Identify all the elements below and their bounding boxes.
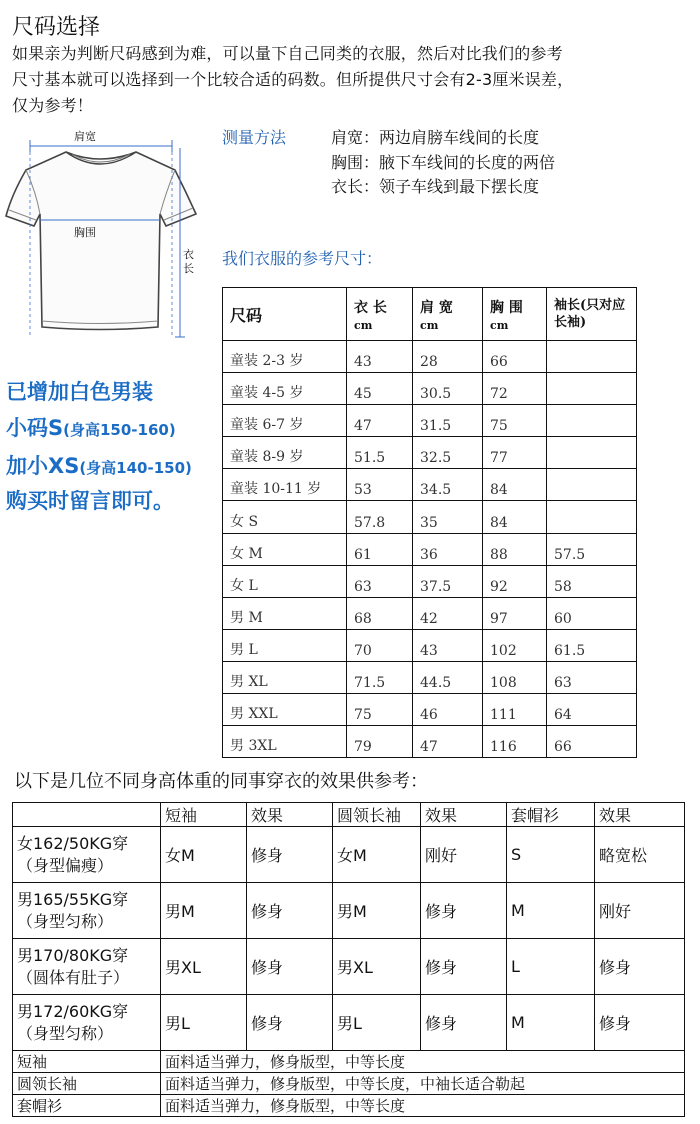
length-cell: 71.5 xyxy=(347,661,413,693)
person-stats: 男165/55KG穿 xyxy=(17,889,129,909)
length-label-bottom: 长 xyxy=(183,262,194,275)
fit-row xyxy=(13,939,685,995)
size-cell: 男 3XL xyxy=(223,726,347,758)
size-row xyxy=(223,373,637,405)
fit-note-row xyxy=(13,1073,685,1095)
header-sleeve: 袖长(只对应长袖) xyxy=(547,288,637,341)
length-cell: 45 xyxy=(347,373,413,405)
length-cell: 63 xyxy=(347,565,413,597)
fit-size-cell: 男M xyxy=(333,883,421,939)
shoulder-cell: 30.5 xyxy=(413,373,483,405)
intro-line-1: 如果亲为判断尺码感到为难，可以量下自己同类的衣服，然后对比我们的参考 xyxy=(12,44,563,63)
fit-header-cell: 效果 xyxy=(421,803,507,827)
size-row xyxy=(223,565,637,597)
header-chest: 胸 围 cm xyxy=(483,288,547,341)
chest-cell: 111 xyxy=(483,694,547,726)
size-cell: 童装 4-5 岁 xyxy=(223,373,347,405)
size-row xyxy=(223,661,637,693)
fit-table xyxy=(12,802,685,1117)
fit-note-row xyxy=(13,1051,685,1073)
fit-effect-cell: 修身 xyxy=(421,939,507,995)
size-cell: 童装 6-7 岁 xyxy=(223,405,347,437)
person-body-shape: （身型匀称） xyxy=(17,911,114,931)
chest-cell: 77 xyxy=(483,437,547,469)
length-cell: 70 xyxy=(347,629,413,661)
size-cell: 女 L xyxy=(223,565,347,597)
size-row xyxy=(223,694,637,726)
intro-line-2: 尺寸基本就可以选择到一个比较合适的码数。但所提供尺寸会有2-3厘米误差， xyxy=(12,70,574,89)
size-row xyxy=(223,469,637,501)
size-row xyxy=(223,726,637,758)
header-size: 尺码 xyxy=(223,288,347,341)
length-cell: 57.8 xyxy=(347,501,413,533)
fit-size-cell: 男L xyxy=(161,995,247,1051)
promo-line-1: 已增加白色男装 xyxy=(6,380,153,404)
person-stats: 女162/50KG穿 xyxy=(17,833,129,853)
size-row xyxy=(223,597,637,629)
shoulder-cell: 31.5 xyxy=(413,405,483,437)
promo-height-s: (身高150-160) xyxy=(63,421,176,439)
fit-size-cell: S xyxy=(507,827,595,883)
fit-effect-cell: 刚好 xyxy=(421,827,507,883)
intro-line-3: 仅为参考！ xyxy=(12,96,94,115)
size-row xyxy=(223,629,637,661)
chest-cell: 72 xyxy=(483,373,547,405)
fit-size-cell: L xyxy=(507,939,595,995)
fit-effect-cell: 修身 xyxy=(421,995,507,1051)
measurement-length: 衣长：领子车线到最下摆长度 xyxy=(331,177,540,196)
sleeve-cell xyxy=(547,501,637,533)
person-cell xyxy=(13,883,161,939)
fit-size-cell: 男L xyxy=(333,995,421,1051)
shoulder-cell: 28 xyxy=(413,341,483,373)
person-cell xyxy=(13,827,161,883)
fit-note-row xyxy=(13,1095,685,1117)
length-cell: 47 xyxy=(347,405,413,437)
fit-size-cell: M xyxy=(507,883,595,939)
person-body-shape: （圆体有肚子） xyxy=(17,967,130,987)
size-table-header xyxy=(223,288,637,341)
sleeve-cell xyxy=(547,405,637,437)
fit-effect-cell: 刚好 xyxy=(595,883,685,939)
header-length: 衣 长 cm xyxy=(347,288,413,341)
length-cell: 51.5 xyxy=(347,437,413,469)
fit-size-cell: 男XL xyxy=(333,939,421,995)
person-stats: 男170/80KG穿 xyxy=(17,945,129,965)
shoulder-cell: 47 xyxy=(413,726,483,758)
measurement-shoulder: 肩宽：两边肩膀车线间的长度 xyxy=(331,128,540,147)
sleeve-cell: 63 xyxy=(547,661,637,693)
shoulder-cell: 43 xyxy=(413,629,483,661)
tshirt-diagram xyxy=(0,122,205,352)
sleeve-cell: 58 xyxy=(547,565,637,597)
length-cell: 43 xyxy=(347,341,413,373)
chest-cell: 75 xyxy=(483,405,547,437)
person-body-shape: （身型偏瘦） xyxy=(17,855,114,875)
size-cell: 男 M xyxy=(223,597,347,629)
chest-cell: 108 xyxy=(483,661,547,693)
fit-header-cell xyxy=(13,803,161,827)
promo-line-2 xyxy=(6,412,176,442)
sleeve-cell xyxy=(547,469,637,501)
shoulder-cell: 35 xyxy=(413,501,483,533)
size-cell: 童装 2-3 岁 xyxy=(223,341,347,373)
shoulder-cell: 36 xyxy=(413,533,483,565)
fit-effect-cell: 略宽松 xyxy=(595,827,685,883)
sleeve-cell: 64 xyxy=(547,694,637,726)
note-label: 套帽衫 xyxy=(13,1095,161,1117)
chest-cell: 88 xyxy=(483,533,547,565)
note-label: 圆领长袖 xyxy=(13,1073,161,1095)
fit-effect-cell: 修身 xyxy=(247,883,333,939)
promo-height-xs: (身高140-150) xyxy=(79,459,192,477)
fit-header-cell: 圆领长袖 xyxy=(333,803,421,827)
chest-cell: 66 xyxy=(483,341,547,373)
shoulder-label: 肩宽 xyxy=(74,130,96,143)
size-cell: 女 M xyxy=(223,533,347,565)
size-row xyxy=(223,501,637,533)
sleeve-cell: 57.5 xyxy=(547,533,637,565)
fit-size-cell: 女M xyxy=(161,827,247,883)
promo-size-s: 小码S xyxy=(6,416,64,440)
header-shoulder: 肩 宽 cm xyxy=(413,288,483,341)
sleeve-cell xyxy=(547,373,637,405)
length-cell: 53 xyxy=(347,469,413,501)
fit-header-cell: 套帽衫 xyxy=(507,803,595,827)
fit-header-cell: 短袖 xyxy=(161,803,247,827)
fit-effect-cell: 修身 xyxy=(247,827,333,883)
promo-line-3 xyxy=(6,450,192,480)
person-stats: 男172/60KG穿 xyxy=(17,1001,129,1021)
shoulder-cell: 42 xyxy=(413,597,483,629)
shoulder-cell: 34.5 xyxy=(413,469,483,501)
note-text: 面料适当弹力，修身版型，中等长度 xyxy=(161,1051,685,1073)
sleeve-cell: 60 xyxy=(547,597,637,629)
length-cell: 68 xyxy=(347,597,413,629)
person-cell xyxy=(13,939,161,995)
fit-header-cell: 效果 xyxy=(595,803,685,827)
promo-size-xs: 加小XS xyxy=(6,454,80,478)
fit-row xyxy=(13,995,685,1051)
sleeve-cell xyxy=(547,437,637,469)
shoulder-cell: 37.5 xyxy=(413,565,483,597)
size-cell: 男 XL xyxy=(223,661,347,693)
size-row xyxy=(223,405,637,437)
chest-cell: 84 xyxy=(483,469,547,501)
sleeve-cell xyxy=(547,341,637,373)
measurement-chest: 胸围：腋下车线间的长度的两倍 xyxy=(331,153,556,172)
length-cell: 79 xyxy=(347,726,413,758)
sleeve-cell: 61.5 xyxy=(547,629,637,661)
person-cell xyxy=(13,995,161,1051)
chest-cell: 84 xyxy=(483,501,547,533)
tshirt-illustration xyxy=(0,122,205,352)
size-cell: 女 S xyxy=(223,501,347,533)
fit-row xyxy=(13,883,685,939)
shoulder-cell: 46 xyxy=(413,694,483,726)
fit-size-cell: M xyxy=(507,995,595,1051)
fit-effect-cell: 修身 xyxy=(247,939,333,995)
chest-cell: 102 xyxy=(483,629,547,661)
fit-size-cell: 女M xyxy=(333,827,421,883)
shoulder-cell: 32.5 xyxy=(413,437,483,469)
length-cell: 75 xyxy=(347,694,413,726)
size-cell: 男 XXL xyxy=(223,694,347,726)
size-row xyxy=(223,341,637,373)
chest-label: 胸围 xyxy=(74,226,96,239)
length-label-top: 衣 xyxy=(183,248,194,261)
size-row xyxy=(223,533,637,565)
size-cell: 男 L xyxy=(223,629,347,661)
fit-intro: 以下是几位不同身高体重的同事穿衣的效果供参考： xyxy=(14,771,428,792)
fit-header-cell: 效果 xyxy=(247,803,333,827)
fit-effect-cell: 修身 xyxy=(421,883,507,939)
note-text: 面料适当弹力，修身版型，中等长度，中袖长适合勒起 xyxy=(161,1073,685,1095)
fit-effect-cell: 修身 xyxy=(247,995,333,1051)
chest-cell: 92 xyxy=(483,565,547,597)
page-title: 尺码选择 xyxy=(12,15,101,40)
person-body-shape: （身型匀称） xyxy=(17,1023,114,1043)
promo-line-4: 购买时留言即可。 xyxy=(6,489,174,513)
fit-effect-cell: 修身 xyxy=(595,939,685,995)
fit-size-cell: 男M xyxy=(161,883,247,939)
chest-cell: 97 xyxy=(483,597,547,629)
size-row xyxy=(223,437,637,469)
size-cell: 童装 10-11 岁 xyxy=(223,469,347,501)
shoulder-cell: 44.5 xyxy=(413,661,483,693)
fit-size-cell: 男XL xyxy=(161,939,247,995)
fit-row xyxy=(13,827,685,883)
chest-cell: 116 xyxy=(483,726,547,758)
size-table xyxy=(222,287,637,758)
measurement-heading: 测量方法 xyxy=(222,128,287,147)
size-cell: 童装 8-9 岁 xyxy=(223,437,347,469)
reference-size-title: 我们衣服的参考尺寸： xyxy=(222,249,383,268)
length-cell: 61 xyxy=(347,533,413,565)
note-label: 短袖 xyxy=(13,1051,161,1073)
note-text: 面料适当弹力，修身版型，中等长度 xyxy=(161,1095,685,1117)
fit-effect-cell: 修身 xyxy=(595,995,685,1051)
sleeve-cell: 66 xyxy=(547,726,637,758)
fit-table-header xyxy=(13,803,685,827)
